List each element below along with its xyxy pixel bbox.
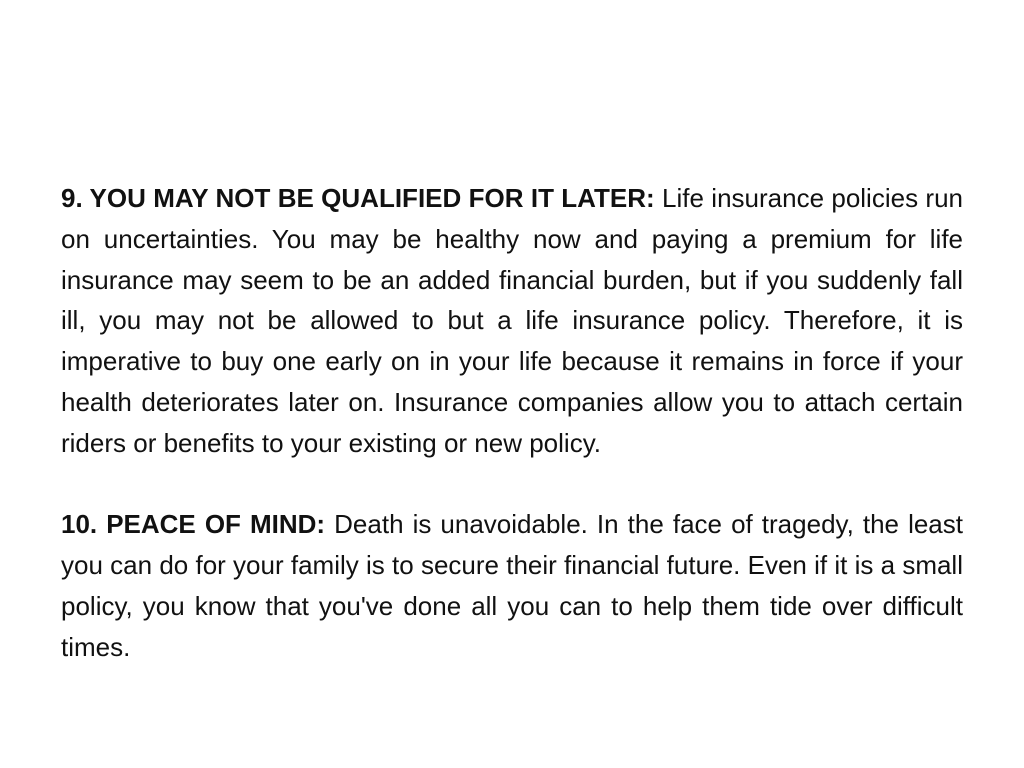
paragraph-heading: 9. YOU MAY NOT BE QUALIFIED FOR IT LATER: bbox=[61, 183, 655, 213]
slide-content bbox=[61, 178, 963, 668]
paragraph-body: Life insurance policies run on uncertainties. You may be healthy now and paying a premium for life insurance may seem to be an added financial burden, but if you suddenly fall ill, you may not be allowed to but a life insurance policy. Therefore, it is imperative to buy one early on in your life because it remains in force if your health deteriorates later on. Insurance companies allow you to attach certain riders or benefits to your existing or new policy. bbox=[61, 183, 963, 458]
paragraph-heading: 10. PEACE OF MIND: bbox=[61, 509, 326, 540]
paragraph-qualified-later bbox=[61, 178, 963, 464]
paragraph-peace-of-mind bbox=[61, 504, 963, 667]
paragraph-body: Death is unavoidable. In the face of tragedy, the least you can do for your family is to secure their financial future. Even if it is a small policy, you know that you've done all you can to help them tide over difficult times. bbox=[61, 509, 963, 662]
